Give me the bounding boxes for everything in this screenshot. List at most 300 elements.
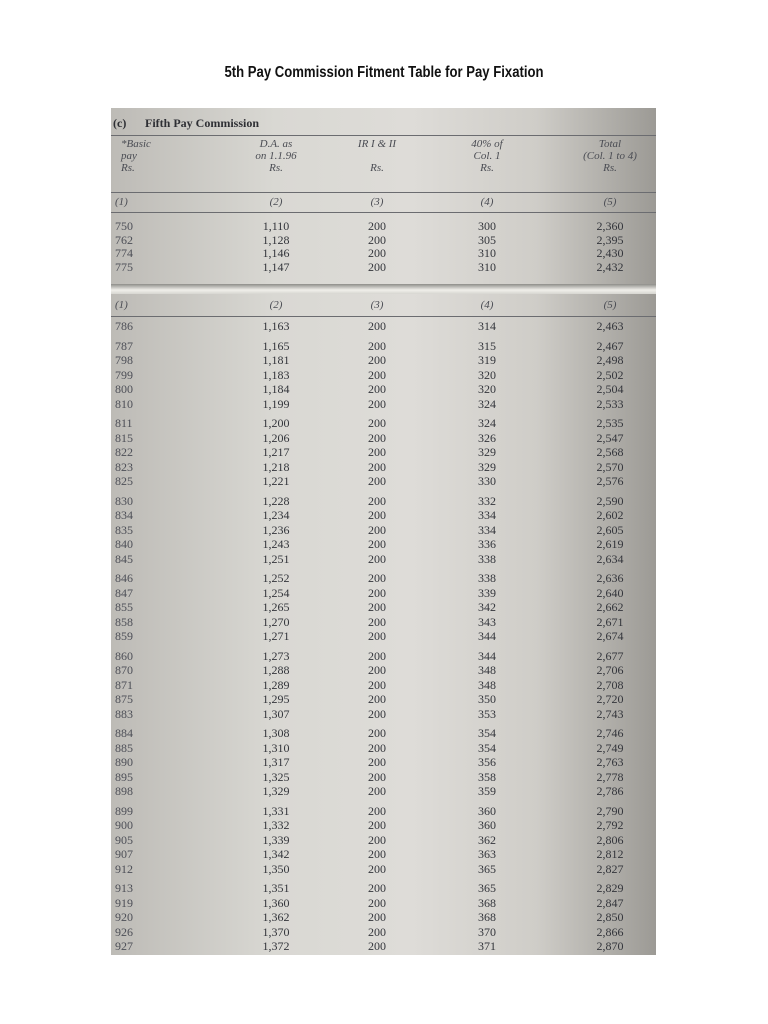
table-cell: 200: [368, 847, 386, 861]
table-cell: 365: [478, 861, 496, 876]
table-cell: 815: [115, 430, 133, 445]
table-cell: 200: [368, 319, 386, 333]
table-cell: 847: [115, 585, 133, 600]
header-line: IR I & II: [357, 138, 397, 150]
column-number: (2): [269, 196, 283, 208]
table-cell: 1,243: [262, 537, 290, 551]
table-cell: 2,866: [596, 924, 624, 939]
table-cell: 2,576: [596, 474, 624, 488]
table-cell: 2,467: [596, 338, 624, 353]
table-cell: 2,605: [596, 522, 624, 537]
section-title: [111, 116, 311, 134]
table-row: [111, 742, 656, 755]
table-cell: 326: [478, 430, 496, 445]
table-cell: 2,619: [596, 537, 624, 551]
table-cell: 1,228: [262, 493, 290, 508]
table-cell: 787: [115, 338, 133, 353]
table-row: [111, 693, 656, 706]
table-cell: 368: [478, 910, 496, 924]
table-cell: 2,706: [596, 663, 624, 677]
column-number: (1): [115, 196, 128, 208]
page-fold: [111, 284, 656, 294]
table-row: [111, 495, 656, 508]
column-number-row: [111, 297, 656, 313]
table-row: [111, 417, 656, 430]
table-cell: 1,362: [262, 910, 290, 924]
table-cell: 300: [478, 219, 496, 233]
top-rule: [111, 135, 656, 136]
table-cell: 884: [115, 726, 133, 740]
table-cell: 1,254: [262, 585, 290, 600]
header-line: pay: [121, 150, 137, 162]
table-cell: 750: [115, 219, 133, 233]
table-cell: 370: [478, 924, 496, 939]
table-cell: 898: [115, 784, 133, 798]
header-line: Total: [598, 138, 622, 150]
table-cell: 359: [478, 784, 496, 798]
table-cell: 822: [115, 445, 133, 459]
table-cell: 362: [478, 832, 496, 847]
table-cell: 200: [368, 259, 386, 274]
table-row: [111, 834, 656, 847]
table-row: [111, 398, 656, 411]
table-row: [111, 220, 656, 233]
table-row: [111, 863, 656, 876]
table-row: [111, 509, 656, 522]
table-row: [111, 524, 656, 537]
table-cell: 912: [115, 861, 133, 876]
table-cell: 1,234: [262, 508, 290, 522]
table-cell: 762: [115, 232, 133, 247]
table-cell: 200: [368, 803, 386, 818]
table-row: [111, 848, 656, 861]
table-cell: 1,181: [262, 353, 290, 367]
table-cell: 200: [368, 692, 386, 706]
header-line: Rs.: [370, 162, 384, 174]
table-cell: 1,308: [262, 726, 290, 740]
column-number: (3): [370, 299, 384, 311]
section-label: (c): [113, 116, 127, 130]
table-row: [111, 926, 656, 939]
table-cell: 200: [368, 706, 386, 721]
table-row: [111, 261, 656, 274]
table-cell: 1,310: [262, 740, 290, 755]
table-cell: 1,370: [262, 924, 290, 939]
table-cell: 2,720: [596, 692, 624, 706]
table-cell: 324: [478, 396, 496, 411]
table-cell: 2,763: [596, 755, 624, 769]
table-cell: 1,128: [262, 232, 290, 247]
table-cell: 871: [115, 677, 133, 692]
table-row: [111, 340, 656, 353]
table-cell: 314: [478, 319, 496, 333]
table-cell: 895: [115, 769, 133, 784]
table-cell: 1,147: [262, 259, 290, 274]
table-cell: 858: [115, 614, 133, 629]
table-cell: 1,206: [262, 430, 290, 445]
table-cell: 2,708: [596, 677, 624, 692]
table-cell: 800: [115, 382, 133, 396]
table-cell: 1,110: [262, 219, 290, 233]
table-cell: 840: [115, 537, 133, 551]
table-cell: 200: [368, 445, 386, 459]
table-cell: 344: [478, 629, 496, 643]
table-cell: 2,360: [596, 219, 624, 233]
table-cell: 2,634: [596, 551, 624, 566]
table-cell: 1,325: [262, 769, 290, 784]
table-row: [111, 247, 656, 260]
table-cell: 870: [115, 663, 133, 677]
table-cell: 329: [478, 459, 496, 474]
table-row: [111, 616, 656, 629]
table-cell: 360: [478, 803, 496, 818]
header-row: [111, 138, 656, 188]
table-cell: 1,218: [262, 459, 290, 474]
table-cell: 200: [368, 939, 386, 953]
table-cell: 2,786: [596, 784, 624, 798]
table-cell: 200: [368, 924, 386, 939]
table-cell: 1,295: [262, 692, 290, 706]
table-cell: 2,547: [596, 430, 624, 445]
table-cell: 2,568: [596, 445, 624, 459]
table-cell: 2,432: [596, 259, 624, 274]
table-row: [111, 538, 656, 551]
header-col-2: [227, 138, 325, 174]
table-cell: 919: [115, 895, 133, 910]
table-cell: 200: [368, 726, 386, 740]
colnum-rule: [111, 212, 656, 213]
table-cell: 2,463: [596, 319, 624, 333]
table-cell: 811: [115, 416, 133, 430]
table-row: [111, 446, 656, 459]
table-cell: 927: [115, 939, 133, 953]
table-cell: 356: [478, 755, 496, 769]
table-cell: 859: [115, 629, 133, 643]
table-cell: 926: [115, 924, 133, 939]
table-cell: 786: [115, 319, 133, 333]
table-row: [111, 785, 656, 798]
table-cell: 855: [115, 600, 133, 614]
table-cell: 900: [115, 818, 133, 832]
table-cell: 1,183: [262, 367, 290, 382]
table-cell: 2,790: [596, 803, 624, 818]
table-cell: 200: [368, 232, 386, 247]
table-cell: 320: [478, 367, 496, 382]
table-cell: 2,430: [596, 246, 624, 260]
table-row: [111, 320, 656, 333]
table-cell: 324: [478, 416, 496, 430]
table-cell: 200: [368, 430, 386, 445]
table-cell: 354: [478, 740, 496, 755]
table-cell: 339: [478, 585, 496, 600]
table-cell: 2,640: [596, 585, 624, 600]
table-cell: 2,792: [596, 818, 624, 832]
table-cell: 2,746: [596, 726, 624, 740]
header-col-4: [439, 138, 535, 174]
table-cell: 1,265: [262, 600, 290, 614]
table-cell: 913: [115, 881, 133, 895]
table-cell: 200: [368, 740, 386, 755]
table-row: [111, 572, 656, 585]
table-row: [111, 664, 656, 677]
table-cell: 200: [368, 648, 386, 663]
table-cell: 371: [478, 939, 496, 953]
table-cell: 360: [478, 818, 496, 832]
table-cell: 200: [368, 246, 386, 260]
table-cell: 200: [368, 571, 386, 585]
table-cell: 319: [478, 353, 496, 367]
table-cell: 200: [368, 508, 386, 522]
header-line: *Basic: [121, 138, 151, 150]
table-photo: [111, 108, 656, 955]
table-cell: 1,163: [262, 319, 290, 333]
table-cell: 1,251: [262, 551, 290, 566]
table-cell: 368: [478, 895, 496, 910]
table-row: [111, 756, 656, 769]
table-cell: 200: [368, 522, 386, 537]
table-cell: 365: [478, 881, 496, 895]
table-cell: 2,829: [596, 881, 624, 895]
table-row: [111, 882, 656, 895]
header-col-5: [567, 138, 653, 174]
table-cell: 2,671: [596, 614, 624, 629]
table-cell: 344: [478, 648, 496, 663]
table-cell: 2,636: [596, 571, 624, 585]
table-cell: 798: [115, 353, 133, 367]
table-cell: 338: [478, 571, 496, 585]
table-row: [111, 771, 656, 784]
table-cell: 334: [478, 508, 496, 522]
table-cell: 825: [115, 474, 133, 488]
table-cell: 774: [115, 246, 133, 260]
header-line: 40% of: [471, 138, 503, 150]
table-cell: 905: [115, 832, 133, 847]
table-cell: 1,236: [262, 522, 290, 537]
header-line: [337, 150, 417, 162]
table-cell: 1,331: [262, 803, 290, 818]
table-cell: 860: [115, 648, 133, 663]
table-cell: 1,360: [262, 895, 290, 910]
table-cell: 2,749: [596, 740, 624, 755]
table-cell: 200: [368, 537, 386, 551]
table-cell: 2,502: [596, 367, 624, 382]
table-cell: 1,270: [262, 614, 290, 629]
table-cell: 320: [478, 382, 496, 396]
table-cell: 2,677: [596, 648, 624, 663]
table-row: [111, 461, 656, 474]
header-line: (Col. 1 to 4): [583, 150, 637, 162]
column-number: (3): [370, 196, 384, 208]
table-row: [111, 897, 656, 910]
table-cell: 1,289: [262, 677, 290, 692]
table-cell: 875: [115, 692, 133, 706]
table-cell: 834: [115, 508, 133, 522]
table-cell: 2,602: [596, 508, 624, 522]
header-line: Rs.: [121, 162, 135, 174]
table-cell: 1,200: [262, 416, 290, 430]
table-cell: 2,533: [596, 396, 624, 411]
table-cell: 1,146: [262, 246, 290, 260]
table-cell: 200: [368, 551, 386, 566]
table-cell: 2,674: [596, 629, 624, 643]
table-cell: 920: [115, 910, 133, 924]
table-cell: 200: [368, 474, 386, 488]
table-cell: 200: [368, 367, 386, 382]
table-cell: 775: [115, 259, 133, 274]
table-cell: 354: [478, 726, 496, 740]
table-cell: 200: [368, 755, 386, 769]
table-cell: 2,850: [596, 910, 624, 924]
table-cell: 315: [478, 338, 496, 353]
table-cell: 2,827: [596, 861, 624, 876]
table-cell: 200: [368, 585, 386, 600]
table-row: [111, 727, 656, 740]
table-cell: 310: [478, 246, 496, 260]
table-cell: 1,273: [262, 648, 290, 663]
table-row: [111, 911, 656, 924]
table-cell: 350: [478, 692, 496, 706]
table-cell: 2,778: [596, 769, 624, 784]
table-cell: 200: [368, 459, 386, 474]
table-cell: 2,743: [596, 706, 624, 721]
table-cell: 2,570: [596, 459, 624, 474]
table-row: [111, 679, 656, 692]
table-cell: 2,498: [596, 353, 624, 367]
table-cell: 1,217: [262, 445, 290, 459]
table-cell: 1,329: [262, 784, 290, 798]
section-name: Fifth Pay Commission: [145, 116, 259, 130]
header-rule: [111, 192, 656, 193]
column-number-row: [111, 194, 656, 210]
table-cell: 353: [478, 706, 496, 721]
colnum-rule-2: [111, 316, 656, 317]
table-cell: 2,590: [596, 493, 624, 508]
table-cell: 1,307: [262, 706, 290, 721]
table-cell: 2,870: [596, 939, 624, 953]
table-cell: 330: [478, 474, 496, 488]
table-cell: 2,847: [596, 895, 624, 910]
table-cell: 332: [478, 493, 496, 508]
column-number: (5): [603, 299, 617, 311]
table-cell: 200: [368, 493, 386, 508]
table-cell: 348: [478, 677, 496, 692]
table-row: [111, 650, 656, 663]
table-row: [111, 475, 656, 488]
header-line: Rs.: [603, 162, 617, 174]
table-cell: 899: [115, 803, 133, 818]
header-line: Rs.: [480, 162, 494, 174]
column-number: (5): [603, 196, 617, 208]
column-number: (4): [480, 196, 494, 208]
table-row: [111, 369, 656, 382]
table-cell: 200: [368, 784, 386, 798]
table-cell: 358: [478, 769, 496, 784]
column-number: (4): [480, 299, 494, 311]
table-row: [111, 432, 656, 445]
table-row: [111, 587, 656, 600]
table-cell: 810: [115, 396, 133, 411]
table-cell: 200: [368, 818, 386, 832]
table-row: [111, 708, 656, 721]
header-line: on 1.1.96: [255, 150, 297, 162]
table-cell: 338: [478, 551, 496, 566]
header-line: D.A. as: [259, 138, 293, 150]
table-cell: 1,351: [262, 881, 290, 895]
table-cell: 907: [115, 847, 133, 861]
header-line: Rs.: [269, 162, 283, 174]
table-cell: 310: [478, 259, 496, 274]
column-number: (2): [269, 299, 283, 311]
table-cell: 1,317: [262, 755, 290, 769]
table-cell: 363: [478, 847, 496, 861]
table-row: [111, 630, 656, 643]
table-cell: 200: [368, 910, 386, 924]
table-cell: 1,339: [262, 832, 290, 847]
table-cell: 342: [478, 600, 496, 614]
table-cell: 200: [368, 338, 386, 353]
table-row: [111, 383, 656, 396]
header-col-1: [111, 138, 173, 174]
table-cell: 200: [368, 895, 386, 910]
table-cell: 799: [115, 367, 133, 382]
table-cell: 200: [368, 416, 386, 430]
table-cell: 1,199: [262, 396, 290, 411]
page-title: 5th Pay Commission Fitment Table for Pay Fixation: [224, 64, 544, 81]
table-cell: 1,288: [262, 663, 290, 677]
table-cell: 200: [368, 861, 386, 876]
table-cell: 1,332: [262, 818, 290, 832]
table-cell: 845: [115, 551, 133, 566]
table-row: [111, 354, 656, 367]
table-cell: 2,395: [596, 232, 624, 247]
table-row: [111, 234, 656, 247]
table-cell: 2,662: [596, 600, 624, 614]
table-cell: 846: [115, 571, 133, 585]
column-number: (1): [115, 299, 128, 311]
table-cell: 1,372: [262, 939, 290, 953]
table-cell: 890: [115, 755, 133, 769]
table-cell: 200: [368, 663, 386, 677]
table-cell: 823: [115, 459, 133, 474]
table-cell: 200: [368, 353, 386, 367]
table-cell: 348: [478, 663, 496, 677]
table-cell: 200: [368, 396, 386, 411]
table-cell: 1,221: [262, 474, 290, 488]
table-cell: 329: [478, 445, 496, 459]
table-cell: 883: [115, 706, 133, 721]
header-col-3: [337, 138, 417, 174]
table-cell: 1,271: [262, 629, 290, 643]
table-cell: 2,806: [596, 832, 624, 847]
table-row: [111, 553, 656, 566]
table-cell: 334: [478, 522, 496, 537]
table-cell: 200: [368, 677, 386, 692]
table-cell: 200: [368, 614, 386, 629]
table-cell: 200: [368, 881, 386, 895]
table-cell: 835: [115, 522, 133, 537]
table-cell: 1,184: [262, 382, 290, 396]
table-cell: 1,165: [262, 338, 290, 353]
table-cell: 2,812: [596, 847, 624, 861]
table-cell: 200: [368, 219, 386, 233]
table-cell: 200: [368, 382, 386, 396]
table-row: [111, 819, 656, 832]
table-cell: 1,252: [262, 571, 290, 585]
table-cell: 200: [368, 600, 386, 614]
table-cell: 200: [368, 629, 386, 643]
table-cell: 343: [478, 614, 496, 629]
table-cell: 885: [115, 740, 133, 755]
